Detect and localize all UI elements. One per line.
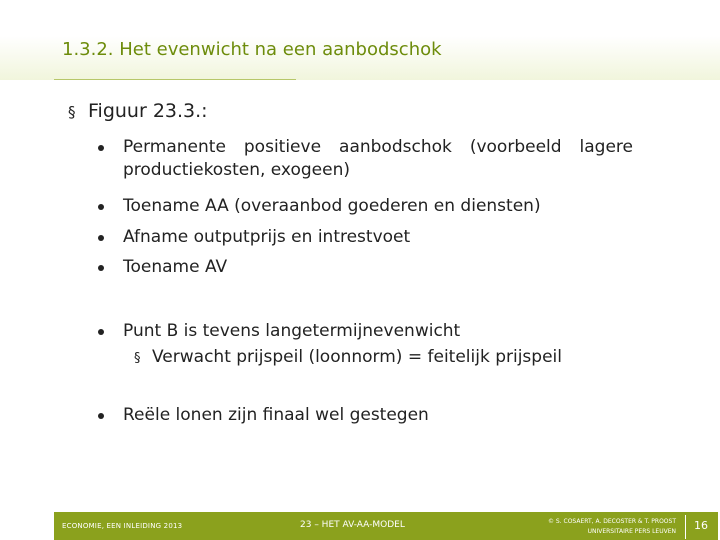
- list-item-text: Toename AA (overaanbod goederen en diensten): [123, 196, 541, 216]
- list-item-text: Toename AV: [123, 257, 228, 277]
- bullet-dot-icon: [98, 265, 104, 271]
- slide-title: 1.3.2. Het evenwicht na een aanbodschok: [62, 39, 442, 60]
- footer-divider: [685, 515, 686, 539]
- footer-course-title: ECONOMIE, EEN INLEIDING 2013: [62, 522, 183, 530]
- page-number: 16: [694, 519, 708, 532]
- sub-list-item: [134, 347, 562, 367]
- bullet-dot-icon: [98, 329, 104, 335]
- bullet-dot-icon: [98, 235, 104, 241]
- figure-heading: [68, 100, 208, 122]
- bullet-dot-icon: [98, 413, 104, 419]
- list-item-text: Afname outputprijs en intrestvoet: [123, 227, 411, 247]
- square-bullet-icon: §: [134, 351, 141, 366]
- list-item-text: Reële lonen zijn finaal wel gestegen: [123, 405, 429, 425]
- bullet-dot-icon: [98, 204, 104, 210]
- sub-list-item-text: Verwacht prijspeil (loonnorm) = feitelijk prijspeil: [152, 347, 562, 367]
- list-item-text: Punt B is tevens langetermijnevenwicht: [123, 321, 461, 341]
- footer-chapter: 23 – HET AV-AA-MODEL: [300, 520, 405, 530]
- square-bullet-icon: §: [68, 103, 76, 121]
- footer-publisher: UNIVERSITAIRE PERS LEUVEN: [587, 528, 676, 535]
- footer-copyright: [548, 517, 676, 537]
- bullet-dot-icon: [98, 145, 104, 151]
- footer-bar: [54, 512, 718, 540]
- title-underline: [54, 79, 296, 80]
- footer-authors: © S. COSAERT, A. DECOSTER & T. PROOST: [547, 518, 676, 525]
- list-item-text: Permanente positieve aanbodschok (voorbeeld lagere productiekosten, exogeen): [123, 137, 633, 180]
- figure-heading-text: Figuur 23.3.:: [88, 100, 208, 122]
